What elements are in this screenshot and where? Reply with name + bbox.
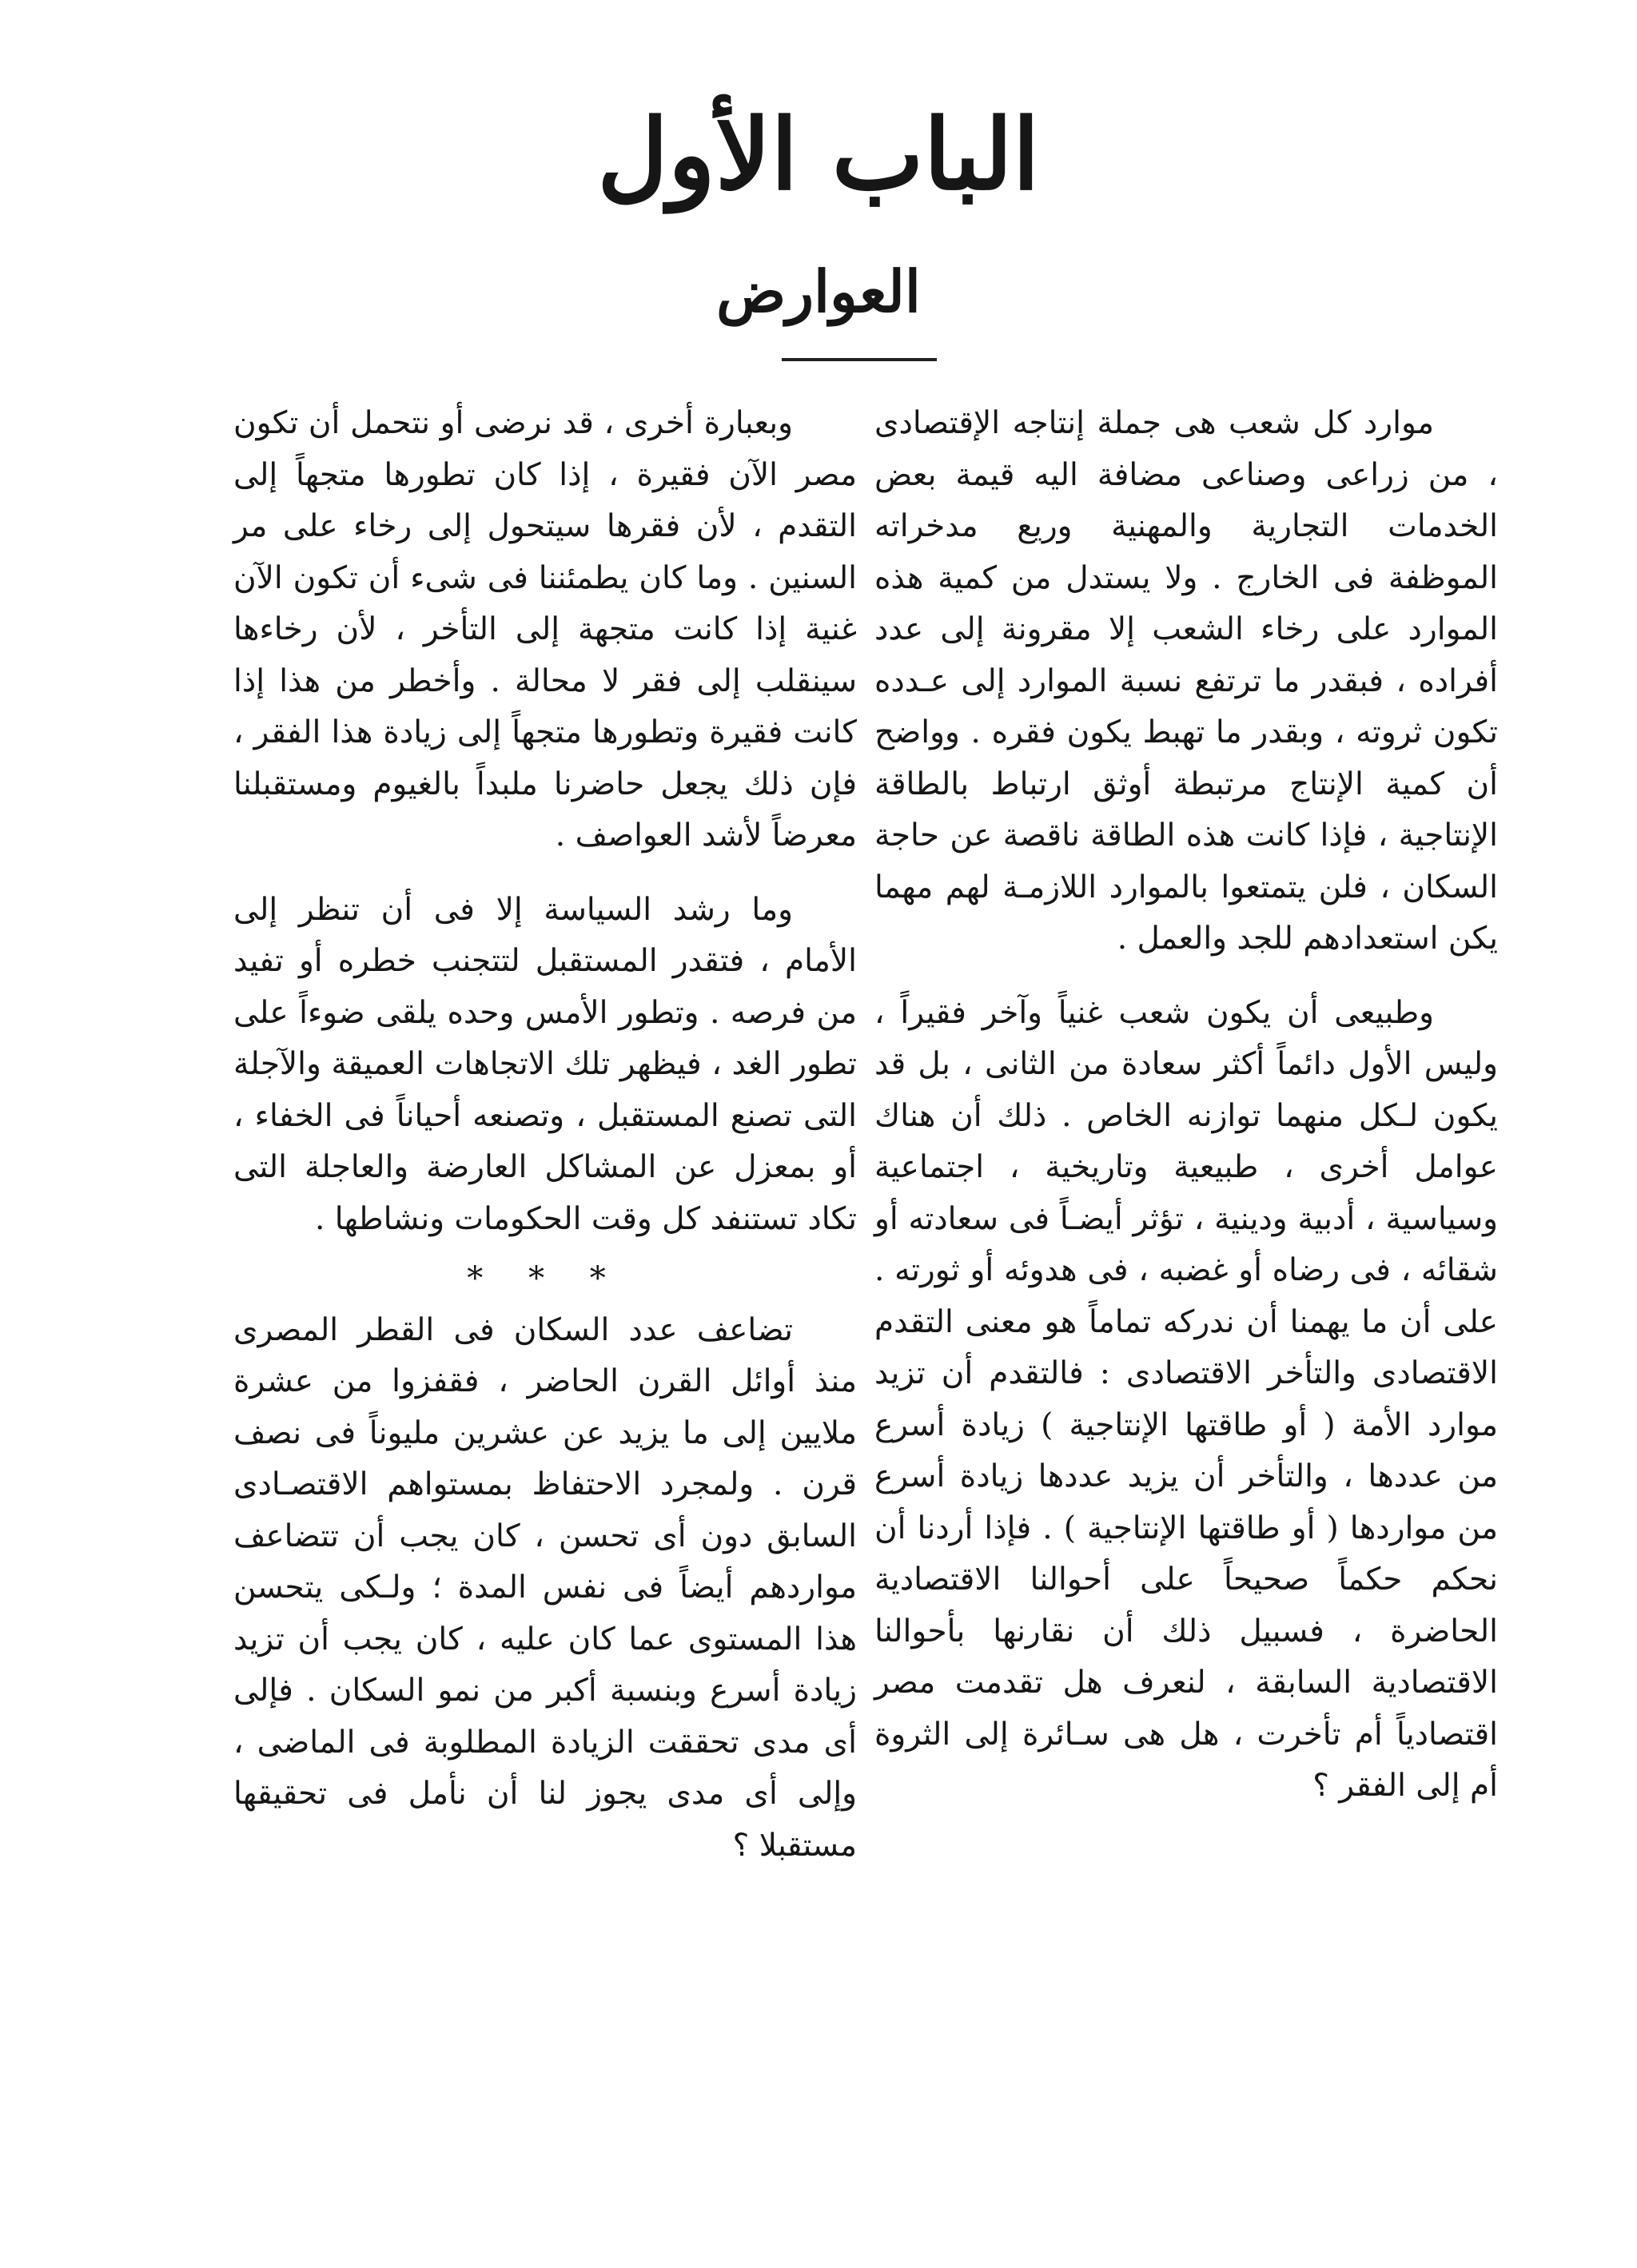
title-divider-rule [782, 358, 937, 361]
text-column-right [874, 398, 1498, 1812]
chapter-subtitle: العوارض [716, 257, 921, 325]
section-separator: * * * [467, 1260, 623, 1297]
paragraph: موارد كل شعب هى جملة إنتاجه الإقتصادى ، من زراعى وصناعى مضافة اليه قيمة بعض الخدمات التجارية والمهنية وريع مدخراته الموظفة فى الخارج . ولا يستدل من كمية هذه الموارد على رخاء الشعب إلا مقرونة إلى عدد أفراده ، فبقدر ما ترتفع نسبة الموارد إلى عـدده تكون ثروته ، وبقدر ما تهبط يكون فقره . وواضح أن كمية الإنتاج مرتبطة أوثق ارتباط بالطاقة الإنتاجية ، فإذا كانت هذه الطاقة ناقصة عن حاجة السكان ، فلن يتمتعوا بالموارد اللازمـة لهم مهما يكن استعدادهم للجد والعمل . [874, 405, 1498, 957]
paragraph: تضاعف عدد السكان فى القطر المصرى منذ أوائل القرن الحاضر ، فقفزوا من عشرة ملايين إلى ما يزيد عن عشرين مليوناً فى نصف قرن . ولمجرد الاحتفاظ بمستواهم الاقتصـادى السابق دون أى تحسن ، كان يجب أن تتضاعف مواردهم أيضاً فى نفس المدة ؛ ولـكى يتحسن هذا المستوى عما كان عليه ، كان يجب أن تزيد زيادة أسرع وبنسبة أكبر من نمو السكان . فإلى أى مدى تحققت الزيادة المطلوبة فى الماضى ، وإلى أى مدى يجوز لنا أن نأمل فى تحقيقها مستقبلا ؟ [233, 1311, 857, 1864]
chapter-title: الباب الأول [597, 97, 1040, 212]
paragraph: وبعبارة أخرى ، قد نرضى أو نتحمل أن تكون مصر الآن فقيرة ، إذا كان تطورها متجهاً إلى التقدم ، لأن فقرها سيتحول إلى رخاء على مر السنين . وما كان يطمئننا فى شىء أن تكون الآن غنية إذا كانت متجهة إلى التأخر ، لأن رخاءها سينقلب إلى فقر لا محالة . وأخطر من هذا إذا كانت فقيرة وتطورها متجهاً إلى زيادة هذا الفقر ، فإن ذلك يجعل حاضرنا ملبداً بالغيوم ومستقبلنا معرضاً لأشد العواصف . [233, 405, 857, 853]
paragraph: وما رشد السياسة إلا فى أن تنظر إلى الأمام ، فتقدر المستقبل لتتجنب خطره أو تفيد من فرصه . وتطور الأمس وحده يلقى ضوءاً على تطور الغد ، فيظهر تلك الاتجاهات العميقة والآجلة التى تصنع المستقبل ، وتصنعه أحياناً فى الخفاء ، أو بمعزل عن المشاكل العارضة والعاجلة التى تكاد تستنفد كل وقت الحكومات ونشاطها . [233, 891, 857, 1237]
paragraph: وطبيعى أن يكون شعب غنياً وآخر فقيراً ، وليس الأول دائماً أكثر سعادة من الثانى ، بل قد يكون لـكل منهما توازنه الخاص . ذلك أن هناك عوامل أخرى ، طبيعية وتاريخية ، اجتماعية وسياسية ، أدبية ودينية ، تؤثر أيضـاً فى سعادته أو شقائه ، فى رضاه أو غضبه ، فى هدوئه أو ثورته . على أن ما يهمنا أن ندركه تماماً هو معنى التقدم الاقتصادى والتأخر الاقتصادى : فالتقدم أن تزيد موارد الأمة ( أو طاقتها الإنتاجية ) زيادة أسرع من عددها ، والتأخر أن يزيد عددها زيادة أسرع من مواردها ( أو طاقتها الإنتاجية ) . فإذا أردنا أن نحكم حكماً صحيحاً على أحوالنا الاقتصادية الحاضرة ، فسبيل ذلك أن نقارنها بأحوالنا الاقتصادية السابقة ، لنعرف هل تقدمت مصر اقتصادياً أم تأخرت ، هل هى سـائرة إلى الثروة أم إلى الفقر ؟ [874, 994, 1498, 1804]
text-column-left [233, 398, 857, 1872]
